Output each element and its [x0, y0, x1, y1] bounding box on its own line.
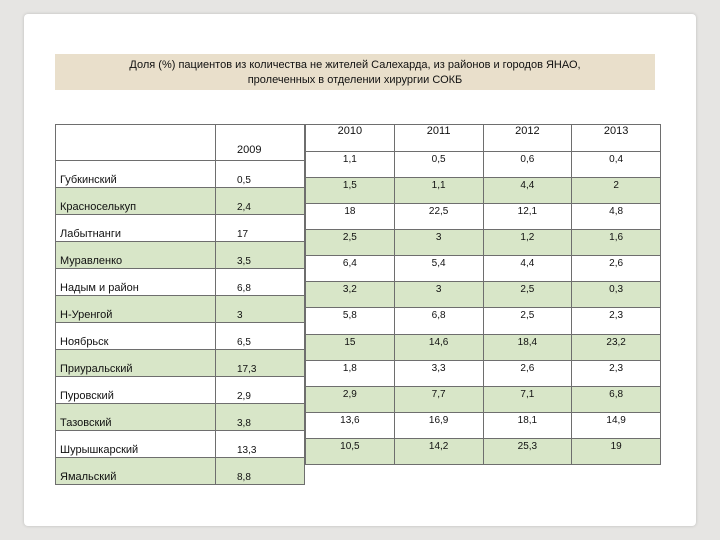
value-2012: 4,4: [483, 178, 572, 204]
value-2009: 8,8: [216, 458, 305, 485]
table-row: [306, 282, 661, 308]
value-2012: 4,4: [483, 256, 572, 282]
district-name: Надым и район: [56, 269, 216, 296]
value-2009: 0,5: [216, 161, 305, 188]
value-2011: 22,5: [394, 204, 483, 230]
value-2012: 2,6: [483, 360, 572, 386]
table-row: [56, 350, 305, 377]
value-2010: 1,8: [306, 360, 395, 386]
table-row: [306, 256, 661, 282]
value-2011: 16,9: [394, 412, 483, 438]
district-name: Приуральский: [56, 350, 216, 377]
table-row: [56, 161, 305, 188]
title-line-1: Доля (%) пациентов из количества не жителей Салехарда, из районов и городов ЯНАО,: [129, 59, 581, 71]
value-2011: 3: [394, 282, 483, 308]
district-name: Н-Уренгой: [56, 296, 216, 323]
district-name: Ямальский: [56, 458, 216, 485]
value-2011: 14,6: [394, 334, 483, 360]
value-2012: 2,5: [483, 282, 572, 308]
table-row: [56, 323, 305, 350]
value-2012: 1,2: [483, 230, 572, 256]
value-2010: 10,5: [306, 438, 395, 464]
value-2013: 2,3: [572, 308, 661, 334]
value-2011: 0,5: [394, 152, 483, 178]
value-2012: 7,1: [483, 386, 572, 412]
value-2011: 1,1: [394, 178, 483, 204]
value-2010: 1,1: [306, 152, 395, 178]
value-2010: 3,2: [306, 282, 395, 308]
table-row: [306, 152, 661, 178]
table-row: [56, 242, 305, 269]
header-row-2009: [56, 125, 305, 161]
header-year-2010: 2010: [306, 125, 395, 152]
district-name: Тазовский: [56, 404, 216, 431]
value-2010: 2,5: [306, 230, 395, 256]
value-2012: 18,1: [483, 412, 572, 438]
header-year-2012: 2012: [483, 125, 572, 152]
value-2009: 3,5: [216, 242, 305, 269]
value-2009: 3: [216, 296, 305, 323]
header-year-2013: 2013: [572, 125, 661, 152]
table-row: [56, 458, 305, 485]
district-name: Красноселькуп: [56, 188, 216, 215]
value-2013: 2,3: [572, 360, 661, 386]
value-2009: 3,8: [216, 404, 305, 431]
table-2009: [55, 124, 305, 485]
value-2009: 17: [216, 215, 305, 242]
district-name: Шурышкарский: [56, 431, 216, 458]
value-2012: 2,5: [483, 308, 572, 334]
value-2009: 6,8: [216, 269, 305, 296]
table-row: [56, 404, 305, 431]
table-row: [56, 188, 305, 215]
value-2012: 0,6: [483, 152, 572, 178]
district-name: Ноябрьск: [56, 323, 216, 350]
value-2010: 2,9: [306, 386, 395, 412]
value-2010: 6,4: [306, 256, 395, 282]
value-2010: 13,6: [306, 412, 395, 438]
table-row: [306, 178, 661, 204]
value-2011: 14,2: [394, 438, 483, 464]
value-2013: 2,6: [572, 256, 661, 282]
header-row-2010-2013: [306, 125, 661, 152]
value-2009: 6,5: [216, 323, 305, 350]
value-2013: 0,3: [572, 282, 661, 308]
header-empty-cell: [56, 125, 216, 161]
value-2013: 0,4: [572, 152, 661, 178]
district-name: Лабытнанги: [56, 215, 216, 242]
header-year-2011: 2011: [394, 125, 483, 152]
table-row: [306, 308, 661, 334]
value-2011: 3: [394, 230, 483, 256]
value-2012: 18,4: [483, 334, 572, 360]
table-row: [56, 296, 305, 323]
value-2010: 18: [306, 204, 395, 230]
district-name: Губкинский: [56, 161, 216, 188]
value-2011: 7,7: [394, 386, 483, 412]
table-row: [306, 438, 661, 464]
table-row: [56, 431, 305, 458]
value-2013: 6,8: [572, 386, 661, 412]
value-2012: 12,1: [483, 204, 572, 230]
table-row: [56, 377, 305, 404]
table-row: [306, 386, 661, 412]
table-row: [306, 412, 661, 438]
value-2011: 5,4: [394, 256, 483, 282]
value-2010: 15: [306, 334, 395, 360]
value-2013: 23,2: [572, 334, 661, 360]
table-title: [55, 54, 655, 90]
value-2009: 13,3: [216, 431, 305, 458]
value-2013: 2: [572, 178, 661, 204]
value-2010: 5,8: [306, 308, 395, 334]
value-2009: 2,4: [216, 188, 305, 215]
title-line-2: пролеченных в отделении хирургии СОКБ: [247, 74, 463, 86]
value-2013: 4,8: [572, 204, 661, 230]
district-name: Муравленко: [56, 242, 216, 269]
value-2013: 1,6: [572, 230, 661, 256]
value-2009: 2,9: [216, 377, 305, 404]
value-2010: 1,5: [306, 178, 395, 204]
table-row: [306, 230, 661, 256]
value-2013: 19: [572, 438, 661, 464]
value-2011: 6,8: [394, 308, 483, 334]
table-row: [56, 269, 305, 296]
table-row: [306, 204, 661, 230]
value-2013: 14,9: [572, 412, 661, 438]
header-year-2009: 2009: [216, 125, 305, 161]
table-row: [56, 215, 305, 242]
table-row: [306, 334, 661, 360]
table-row: [306, 360, 661, 386]
value-2009: 17,3: [216, 350, 305, 377]
value-2012: 25,3: [483, 438, 572, 464]
value-2011: 3,3: [394, 360, 483, 386]
district-name: Пуровский: [56, 377, 216, 404]
table-2010-2013: [305, 124, 661, 465]
